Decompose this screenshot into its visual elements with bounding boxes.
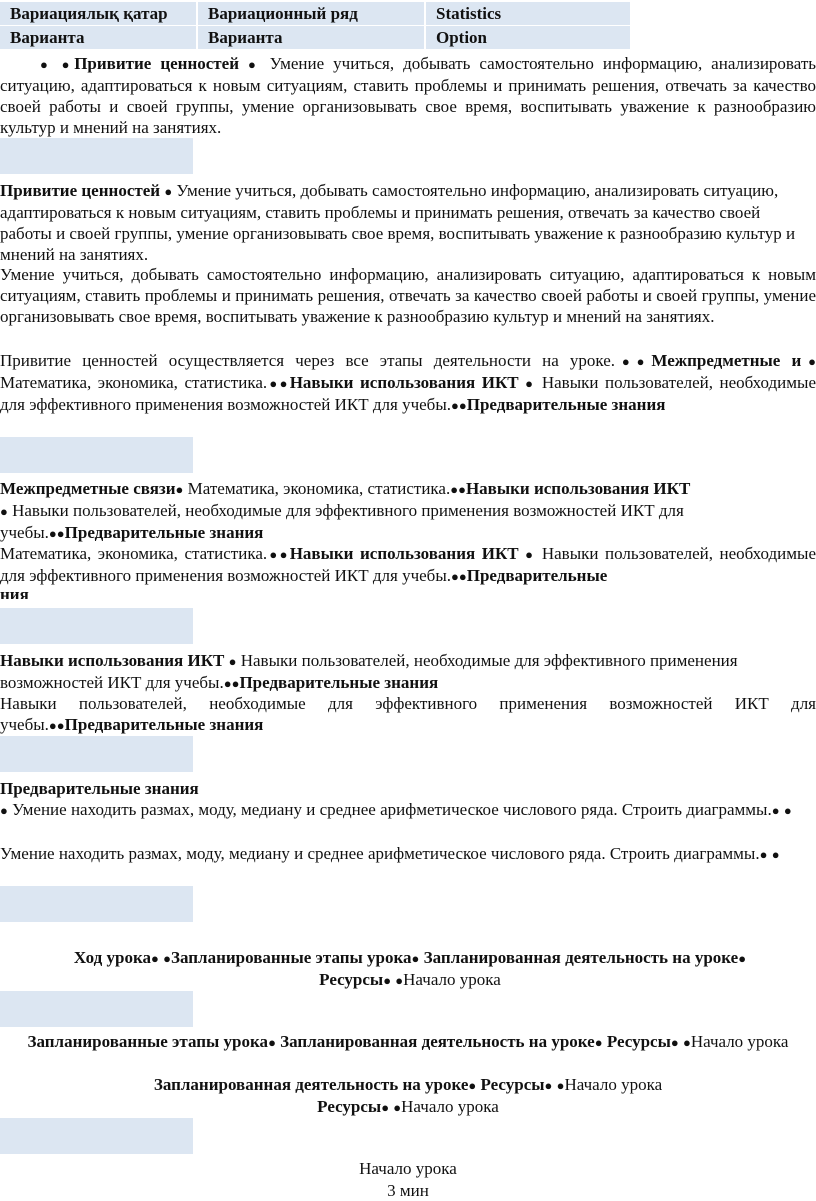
cut-line bbox=[0, 586, 816, 599]
bullet-icon: ● bbox=[525, 547, 536, 562]
bullet-icon: ● bbox=[164, 184, 173, 199]
table-cell: Statistics bbox=[425, 2, 631, 26]
shaded-spacer bbox=[0, 736, 193, 772]
resources-heading: Ресурсы bbox=[606, 1032, 671, 1051]
table-cell: Вариационный ряд bbox=[197, 2, 425, 26]
bullet-icon: ● bbox=[451, 398, 459, 413]
bullet-icon: ● bbox=[544, 1078, 553, 1093]
table-cell: Варианта bbox=[0, 26, 197, 50]
table-row bbox=[0, 2, 631, 26]
prior-body: Умение находить размах, моду, медиану и среднее арифметическое числового ряда. Строить диаграммы. bbox=[0, 844, 760, 863]
lesson-duration: 3 мин bbox=[387, 1181, 429, 1200]
bullet-icon: ● bbox=[56, 526, 65, 541]
bullet-icon: ● bbox=[279, 547, 290, 562]
bullet-icon: ● bbox=[783, 803, 792, 818]
bullet-icon: ● bbox=[0, 803, 8, 818]
bullet-icon: ● bbox=[267, 547, 280, 562]
bullet-icon: ● bbox=[468, 1078, 477, 1093]
bullet-icon: ● bbox=[450, 482, 459, 497]
bullet-icon: ● bbox=[163, 951, 171, 966]
prior-heading: Предварительные знания bbox=[64, 523, 264, 542]
bullet-icon: ● bbox=[395, 973, 404, 988]
links-body: Математика, экономика, статистика. bbox=[0, 544, 268, 563]
ict-heading: Навыки использования ИКТ bbox=[0, 651, 225, 670]
ict-paragraph bbox=[0, 650, 816, 694]
bullet-icon: ● bbox=[175, 482, 184, 497]
resources-heading: Ресурсы bbox=[319, 970, 384, 989]
prior-paragraph bbox=[0, 778, 816, 821]
bullet-icon: ● bbox=[267, 376, 280, 391]
bullet-icon: ● bbox=[268, 1035, 276, 1050]
lesson-start: Начало урока bbox=[403, 970, 501, 989]
bullet-icon: ● bbox=[771, 803, 780, 818]
bullet-icon: ● bbox=[228, 654, 237, 669]
ict-heading: Навыки использования ИКТ bbox=[465, 479, 691, 498]
ict-body: Навыки пользователей, необходимые для эффективного применения возможностей ИКТ для учебы. bbox=[0, 501, 684, 542]
prior-heading: Предварительные знания bbox=[64, 715, 264, 734]
shaded-spacer bbox=[0, 138, 193, 174]
lesson-start: Начало урока bbox=[564, 1075, 663, 1094]
stages-line bbox=[0, 1031, 816, 1053]
ict-body: Навыки пользователей, необходимые для эффективного применения возможностей ИКТ для учебы. bbox=[0, 544, 816, 585]
shaded-spacer bbox=[0, 1118, 193, 1154]
lesson-start: Начало урока bbox=[401, 1097, 499, 1116]
activity-heading: Запланированная деятельность на уроке bbox=[280, 1032, 595, 1051]
bullet-icon: ● bbox=[451, 569, 459, 584]
bullet-icon: ● bbox=[56, 718, 65, 733]
prior-heading: Предварительные знания bbox=[0, 779, 199, 798]
start-line bbox=[0, 1158, 816, 1179]
values-heading: Привитие ценностей bbox=[0, 181, 161, 200]
values-heading: Привитие ценностей bbox=[74, 54, 239, 73]
bullet-icon: ● bbox=[247, 57, 261, 72]
bullet-icon: ● bbox=[771, 847, 780, 862]
bullet-icon: ● bbox=[48, 526, 57, 541]
resources-heading: Ресурсы bbox=[480, 1075, 545, 1094]
term-table bbox=[0, 2, 632, 50]
bullet-icon: ● bbox=[231, 676, 240, 691]
ict-body: Навыки пользователей, необходимые для эффективного применения возможностей ИКТ для учебы. bbox=[0, 694, 816, 734]
values-paragraph-3 bbox=[0, 264, 816, 327]
links-body: Математика, экономика, статистика. bbox=[187, 479, 451, 498]
duration-line bbox=[0, 1180, 816, 1201]
links-paragraph bbox=[0, 478, 816, 544]
ict-heading: Навыки использования ИКТ bbox=[289, 544, 519, 563]
links-body: Математика, экономика, статистика. bbox=[0, 373, 268, 392]
shaded-spacer bbox=[0, 886, 193, 922]
bullet-icon: ● bbox=[458, 569, 467, 584]
lesson-flow-heading: Ход урока bbox=[73, 948, 152, 967]
stages-heading: Запланированные этапы урока bbox=[171, 948, 412, 967]
lesson-start: Начало урока bbox=[359, 1159, 457, 1178]
bullet-icon: ● bbox=[279, 376, 290, 391]
lesson-heading bbox=[60, 947, 760, 991]
values-paragraph-2 bbox=[0, 180, 816, 265]
table-cell: Option bbox=[425, 26, 631, 50]
lesson-start: Начало урока bbox=[690, 1032, 789, 1051]
shaded-spacer bbox=[0, 608, 193, 644]
values-through-text: Привитие ценностей осуществляется через все этапы деятельности на уроке. bbox=[0, 351, 616, 370]
bullet-icon: ● bbox=[801, 354, 816, 369]
bullet-icon: ● bbox=[615, 354, 637, 369]
table-row bbox=[0, 26, 631, 50]
ict-paragraph-2 bbox=[0, 693, 816, 736]
bullet-icon: ● bbox=[61, 57, 75, 72]
table-cell: Варианта bbox=[197, 26, 425, 50]
ict-body: Навыки пользователей, необходимые для эффективного применения возможностей ИКТ для учебы. bbox=[0, 651, 738, 692]
bullet-icon: ● bbox=[40, 57, 53, 72]
values-body: Умение учиться, добывать самостоятельно информацию, анализировать ситуацию, адаптироваться к новым ситуациям, ставить проблемы и принимать решения, отвечать за качество своей работы и своей группы, умение организовывать свое время, воспитывать уважение к разнообразию культур и мнений на занятиях. bbox=[0, 54, 816, 137]
bullet-icon: ● bbox=[759, 847, 768, 862]
bullet-icon: ● bbox=[393, 1100, 402, 1115]
bullet-icon: ● bbox=[458, 398, 467, 413]
bullet-icon: ● bbox=[525, 376, 536, 391]
ict-heading: Навыки использования ИКТ bbox=[289, 373, 519, 392]
bullet-icon: ● bbox=[556, 1078, 565, 1093]
links-heading: Межпредметные связи bbox=[0, 479, 176, 498]
prior-heading: Предварительные знания bbox=[239, 673, 439, 692]
values-body: Умение учиться, добывать самостоятельно информацию, анализировать ситуацию, адаптироваться к новым ситуациям, ставить проблемы и принимать решения, отвечать за качество своей работы и своей группы, умение организовывать свое время, воспитывать уважение к разнообразию культур и мнений на занятиях. bbox=[0, 181, 796, 264]
stages-heading: Запланированные этапы урока bbox=[27, 1032, 269, 1051]
links-heading: Межпредметные и bbox=[651, 351, 802, 370]
bullet-icon: ● bbox=[636, 354, 652, 369]
table-cell: Вариациялық қатар bbox=[0, 2, 197, 26]
activity-heading: Запланированная деятельность на уроке bbox=[153, 1075, 469, 1094]
values-body: Умение учиться, добывать самостоятельно информацию, анализировать ситуацию, адаптироваться к новым ситуациям, ставить проблемы и принимать решения, отвечать за качество своей работы и своей группы, умение организовывать свое время, воспитывать уважение к разнообразию культур и мнений на занятиях. bbox=[0, 265, 816, 326]
prior-paragraph-2 bbox=[0, 843, 816, 865]
prior-body: Умение находить размах, моду, медиану и среднее арифметическое числового ряда. Строить диаграммы. bbox=[12, 800, 772, 819]
bullet-icon: ● bbox=[381, 1100, 390, 1115]
bullet-icon: ● bbox=[151, 951, 159, 966]
bullet-icon: ● bbox=[383, 973, 392, 988]
activity-heading: Запланированная деятельность на уроке bbox=[423, 948, 739, 967]
bullet-icon: ● bbox=[411, 951, 420, 966]
shaded-spacer bbox=[0, 437, 193, 473]
shaded-spacer bbox=[0, 991, 193, 1027]
ict-body: Навыки пользователей, необходимые для эффективного применения возможностей ИКТ для учебы. bbox=[0, 373, 816, 414]
values-through-paragraph bbox=[0, 350, 816, 416]
bullet-icon: ● bbox=[223, 676, 232, 691]
resources-heading: Ресурсы bbox=[317, 1097, 382, 1116]
links-paragraph-2 bbox=[0, 543, 816, 587]
prior-heading: Предварительные bbox=[466, 566, 608, 585]
bullet-icon: ● bbox=[48, 718, 57, 733]
bullet-icon: ● bbox=[458, 482, 466, 497]
prior-heading-tail: ния bbox=[0, 586, 29, 599]
activity-line bbox=[0, 1074, 816, 1096]
bullet-icon: ● bbox=[738, 951, 747, 966]
bullet-icon: ● bbox=[0, 504, 8, 519]
values-paragraph-1 bbox=[0, 53, 816, 138]
bullet-icon: ● bbox=[670, 1035, 679, 1050]
resources-line bbox=[0, 1096, 816, 1118]
bullet-icon: ● bbox=[682, 1035, 691, 1050]
prior-heading: Предварительные знания bbox=[466, 395, 666, 414]
bullet-icon: ● bbox=[594, 1035, 603, 1050]
